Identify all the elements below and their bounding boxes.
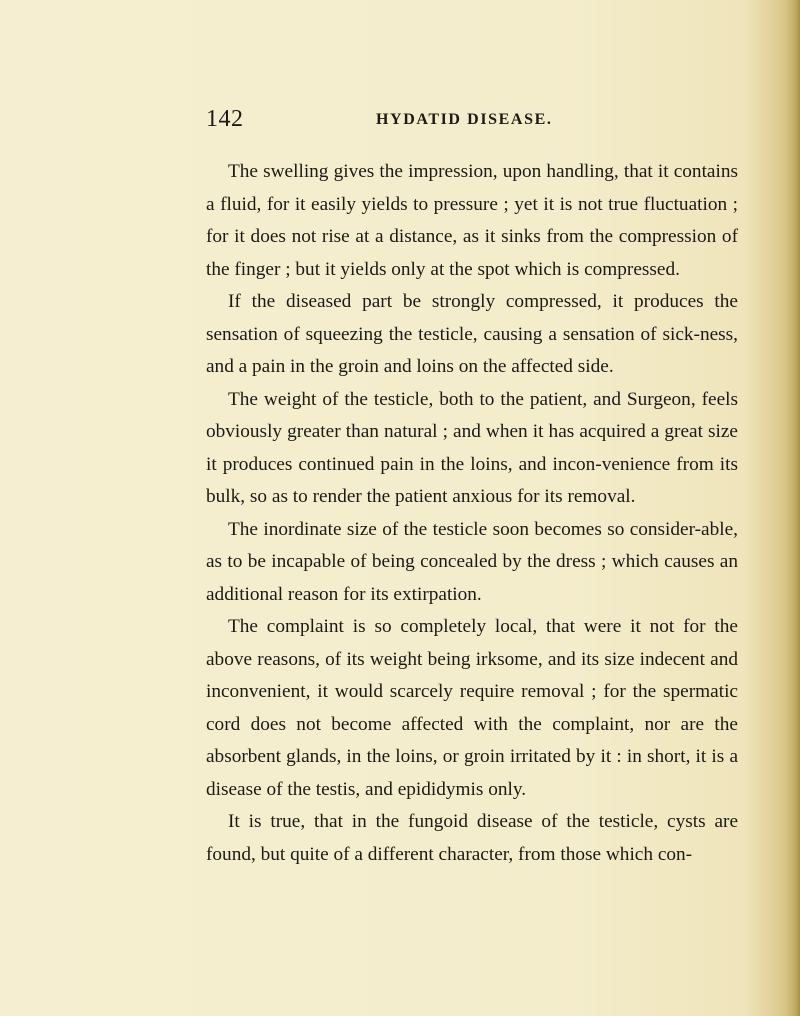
paragraph: The inordinate size of the testicle soon becomes so consider-able, as to be incapable of being concealed by the dress ; which causes an additional reason for its extirpation.: [206, 518, 738, 605]
paragraph: The complaint is so completely local, that were it not for the above reasons, of its weight being irksome, and its size indecent and inconvenient, it would scarcely require removal ; for the spermatic cord does not become affected with the complaint, nor are the absorbent glands, in the loins, or groin irritated by it : in short, it is a disease of the testis, and epididymis only.: [206, 616, 738, 800]
paragraph: The weight of the testicle, both to the patient, and Surgeon, feels obviously greater than natural ; and when it has acquired a great size it produces continued pain in the loins, and incon-venience from its bulk, so as to render the patient anxious for its removal.: [206, 388, 738, 507]
paragraph: The swelling gives the impression, upon handling, that it contains a fluid, for it easily yields to pressure ; yet it is not true fluctuation ; for it does not rise at a distance, as it sinks from the compression of the finger ; but it yields only at the spot which is compressed.: [206, 161, 738, 280]
page-edge-shadow: [786, 0, 800, 1016]
paragraph: If the diseased part be strongly compressed, it produces the sensation of squeezing the testicle, causing a sensation of sick-ness, and a pain in the groin and loins on the affected side.: [206, 291, 738, 377]
running-head: [206, 106, 766, 136]
page-number: 142: [206, 106, 244, 132]
page-header-title: HYDATID DISEASE.: [376, 111, 553, 128]
body-text: [206, 156, 738, 871]
paragraph: It is true, that in the fungoid disease of the testicle, cysts are found, but quite of a different character, from those which con-: [206, 811, 738, 865]
